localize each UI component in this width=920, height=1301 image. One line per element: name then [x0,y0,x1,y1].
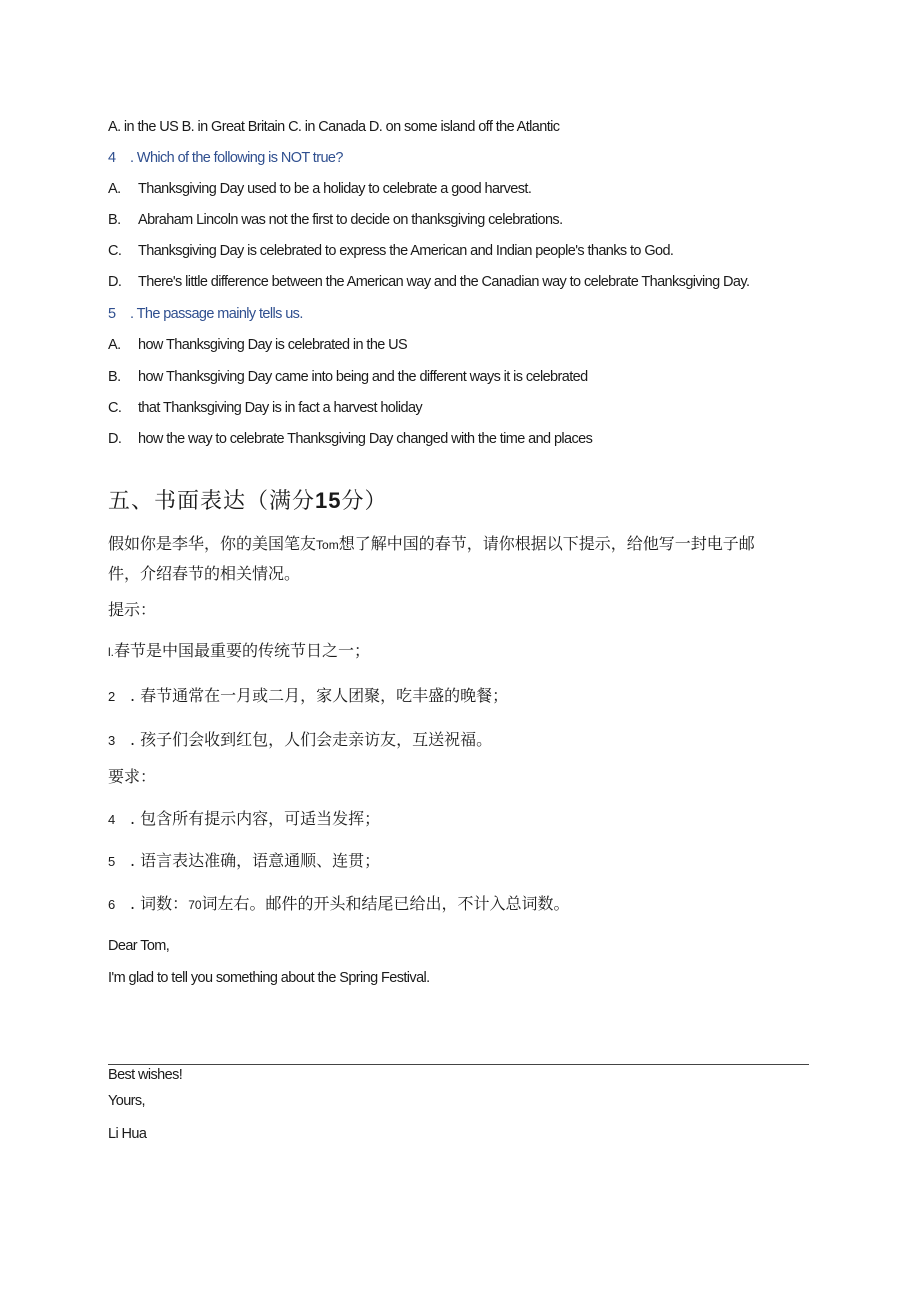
title-score: 15 [315,488,342,513]
letter-signature: Li Hua [108,1126,147,1142]
option-label: D. [108,431,122,447]
instruction-text: 假如你是李华，你的美国笔友 [108,534,317,553]
question-text: . Which of the following is NOT true? [130,150,343,166]
requirement-text: . 词数： [130,894,189,913]
q4-option-c [108,241,673,261]
requirement-label: 要求： [108,767,157,786]
title-suffix: 分） [341,488,388,513]
requirement-6 [108,893,570,916]
requirement-text: . 包含所有提示内容，可适当发挥； [130,809,381,828]
option-text: Thanksgiving Day used to be a holiday to celebrate a good harvest. [138,181,532,197]
pen-pal-name: Tom [316,538,339,552]
requirement-number: 6 [108,897,116,912]
hint-3 [108,729,492,752]
word-count: 70 [188,898,202,912]
requirement-text: . 语言表达准确，语意通顺、连贯； [130,851,381,870]
hint-text: . 春节通常在一月或二月，家人团聚，吃丰盛的晚餐； [130,686,509,705]
requirement-4 [108,808,380,831]
question-number: 5 [108,306,116,322]
letter-closing-1: Best wishes! [108,1067,183,1083]
q4-option-d [108,272,749,292]
hint-text: 春节是中国最重要的传统节日之一； [114,641,371,660]
hint-text: . 孩子们会收到红包，人们会走亲访友，互送祝福。 [130,730,493,749]
option-label: A. [108,181,121,197]
hint-number: 3 [108,733,116,748]
letter-closing-2: Yours, [108,1093,145,1109]
option-label: B. [108,369,121,385]
option-text: Abraham Lincoln was not the first to decide on thanksgiving celebrations. [138,212,563,228]
hint-2 [108,685,508,708]
option-text: There's little difference between the American way and the Canadian way to celebrate Thanksgiving Day. [138,274,750,290]
option-text: Thanksgiving Day is celebrated to express the American and Indian people's thanks to God. [138,243,674,259]
q5-option-c [108,398,422,418]
q3-options-line: A. in the US B. in Great Britain C. in Canada D. on some island off the Atlantic [108,119,560,135]
writing-line [108,1064,809,1065]
option-text: how Thanksgiving Day is celebrated in the US [138,337,408,353]
option-label: C. [108,400,122,416]
option-text: how the way to celebrate Thanksgiving Day changed with the time and places [138,431,593,447]
letter-greeting: Dear Tom, [108,938,170,954]
option-label: D. [108,274,122,290]
requirement-text: 词左右。邮件的开头和结尾已给出，不计入总词数。 [201,894,570,913]
requirement-5 [108,850,380,873]
question-4 [108,148,343,168]
option-text: how Thanksgiving Day came into being and the different ways it is celebrated [138,369,588,385]
q5-option-b [108,367,588,387]
q4-option-a [108,179,531,199]
option-label: C. [108,243,122,259]
q4-option-b [108,210,563,230]
q5-option-d [108,429,592,449]
hint-number: 2 [108,689,116,704]
instruction-line-1 [108,533,755,556]
option-label: B. [108,212,121,228]
title-prefix: 五、书面表达（满分 [108,488,316,513]
letter-opening: I'm glad to tell you something about the Spring Festival. [108,970,430,986]
instruction-line-2: 件，介绍春节的相关情况。 [108,564,301,583]
hint-label: 提示： [108,600,157,619]
option-label: A. [108,337,121,353]
hint-1 [108,640,370,663]
hint-number: l. [108,645,114,659]
section-5-title [108,484,388,515]
requirement-number: 5 [108,854,116,869]
question-text: . The passage mainly tells us. [130,306,303,322]
option-text: that Thanksgiving Day is in fact a harvest holiday [138,400,423,416]
requirement-number: 4 [108,812,116,827]
question-number: 4 [108,150,116,166]
question-5 [108,304,303,324]
q5-option-a [108,335,407,355]
instruction-text: 想了解中国的春节，请你根据以下提示，给他写一封电子邮 [338,534,755,553]
